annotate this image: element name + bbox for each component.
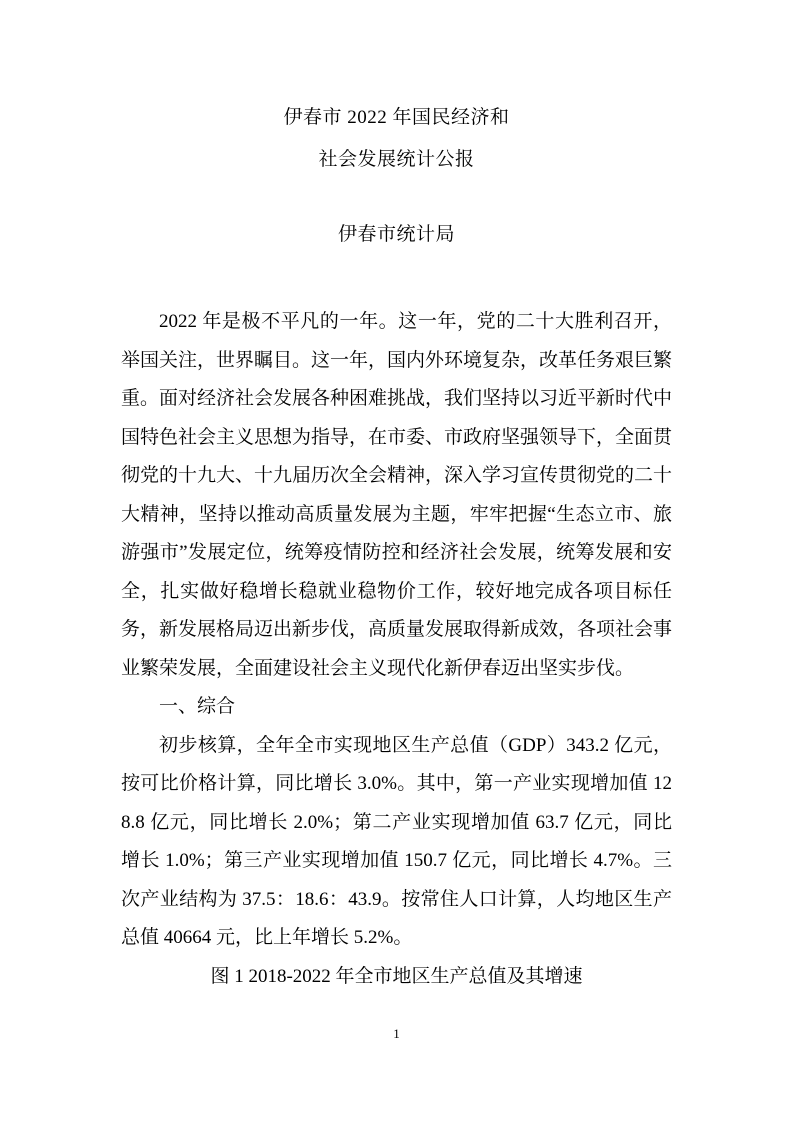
figure-1-caption: 图 1 2018-2022 年全市地区生产总值及其增速: [210, 965, 583, 987]
document-title: [121, 97, 672, 181]
document-body: [121, 303, 672, 996]
intro-paragraph: 2022 年是极不平凡的一年。这一年，党的二十大胜利召开，举国关注，世界瞩目。这一年，国内外环境复杂，改革任务艰巨繁重。面对经济社会发展各种困难挑战，我们坚持以习近平新时代中国特色社会主义思想为指导，在市委、市政府坚强领导下，全面贯彻党的十九大、十九届历次全会精神，深入学习宣传贯彻党的二十大精神，坚持以推动高质量发展为主题，牢牢把握“生态立市、旅游强市”发展定位，统筹疫情防控和经济社会发展，统筹发展和安全，扎实做好稳增长稳就业稳物价工作，较好地完成各项目标任务，新发展格局迈出新步伐，高质量发展取得新成效，各项社会事业繁荣发展，全面建设社会主义现代化新伊春迈出坚实步伐。: [121, 311, 673, 679]
section-heading-overview: 一、综合: [159, 696, 236, 717]
document-title-line-1: 伊春市 2022 年国民经济和: [283, 107, 510, 128]
page-number: 1: [393, 1026, 400, 1041]
document-title-line-2: 社会发展统计公报: [318, 149, 475, 170]
gdp-paragraph: 初步核算，全年全市实现地区生产总值（GDP）343.2 亿元，按可比价格计算，同比增长 3.0%。其中，第一产业实现增加值 128.8 亿元，同比增长 2.0%；第二产业实现增加值 63.7 亿元，同比增长 1.0%；第三产业实现增加值 150.7 亿元，同比增长 4.7%。三次产业结构为 37.5：18.6：43.9。按常住人口计算，人均地区生产总值 40664 元，比上年增长 5.2%。: [121, 734, 672, 948]
issuing-agency: 伊春市统计局: [337, 224, 455, 245]
